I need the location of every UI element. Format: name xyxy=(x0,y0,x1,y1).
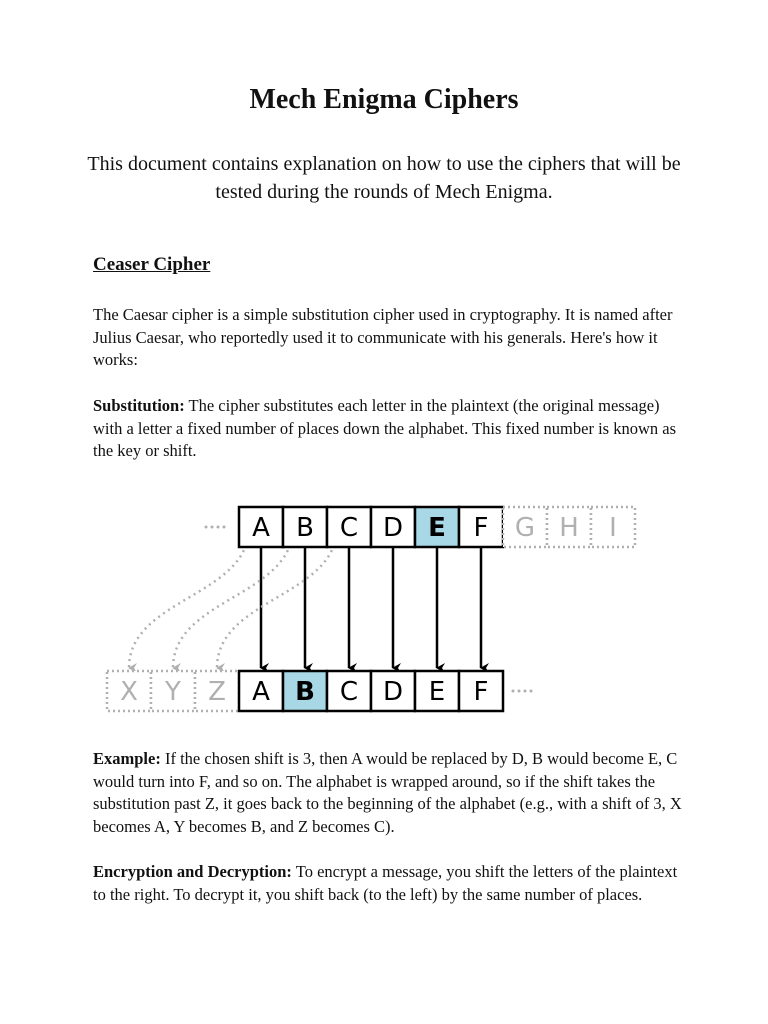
substitution-text: The cipher substitutes each letter in the plaintext (the original message) with a letter a fixed number of places down the alphabet. This fixed number is known as the key or shift. xyxy=(93,396,676,460)
top-letter-f: F xyxy=(473,513,489,543)
wrap-arrow-x xyxy=(129,527,249,668)
top-letter-i: I xyxy=(609,513,617,543)
top-letter-h: H xyxy=(559,513,579,543)
top-letter-e: E xyxy=(428,513,446,543)
substitution-label: Substitution: xyxy=(93,396,185,415)
substitution-paragraph xyxy=(93,395,683,463)
bottom-letter-a: A xyxy=(252,677,270,707)
intro-paragraph: The Caesar cipher is a simple substitution cipher used in cryptography. It is named after Julius Caesar, who reportedly used it to communicate with his generals. Here's how it works: xyxy=(93,305,673,369)
bottom-letter-z: Z xyxy=(208,677,226,707)
top-letter-d: D xyxy=(382,513,404,543)
top-letter-g: G xyxy=(514,513,536,543)
section-heading: Ceaser Cipher xyxy=(93,254,211,275)
top-letter-c: C xyxy=(339,513,359,543)
bottom-letter-b: B xyxy=(295,677,315,707)
example-text: If the chosen shift is 3, then A would be replaced by D, B would become E, C would turn into F, and so on. The alphabet is wrapped around, so if the shift takes the substitution past Z, it goes back to the beginning of the alphabet (e.g., with a shift of 3, X becomes A, Y becomes B, and Z becomes C). xyxy=(93,749,682,836)
document-subtitle: This document contains explanation on how to use the ciphers that will be tested during the rounds of Mech Enigma. xyxy=(87,153,681,203)
encryption-label: Encryption and Decryption: xyxy=(93,862,292,881)
example-label: Example: xyxy=(93,749,161,768)
top-ellipsis xyxy=(205,526,226,529)
bottom-letter-y: Y xyxy=(165,677,181,707)
bottom-letter-x: X xyxy=(120,677,138,707)
example-paragraph xyxy=(93,748,683,838)
document-title: Mech Enigma Ciphers xyxy=(249,84,519,115)
top-letter-a: A xyxy=(252,513,270,543)
bottom-letter-c: C xyxy=(339,677,359,707)
top-letter-b: B xyxy=(296,513,314,543)
encryption-paragraph xyxy=(93,861,683,906)
bottom-letter-d: D xyxy=(382,677,404,707)
bottom-ellipsis xyxy=(512,690,533,693)
bottom-letter-e: E xyxy=(428,677,446,707)
bottom-letter-f: F xyxy=(473,677,489,707)
caesar-shift-diagram xyxy=(0,480,768,720)
encryption-text: To encrypt a message, you shift the letters of the plaintext to the right. To decrypt it, you shift back (to the left) by the same number of places. xyxy=(93,862,678,904)
